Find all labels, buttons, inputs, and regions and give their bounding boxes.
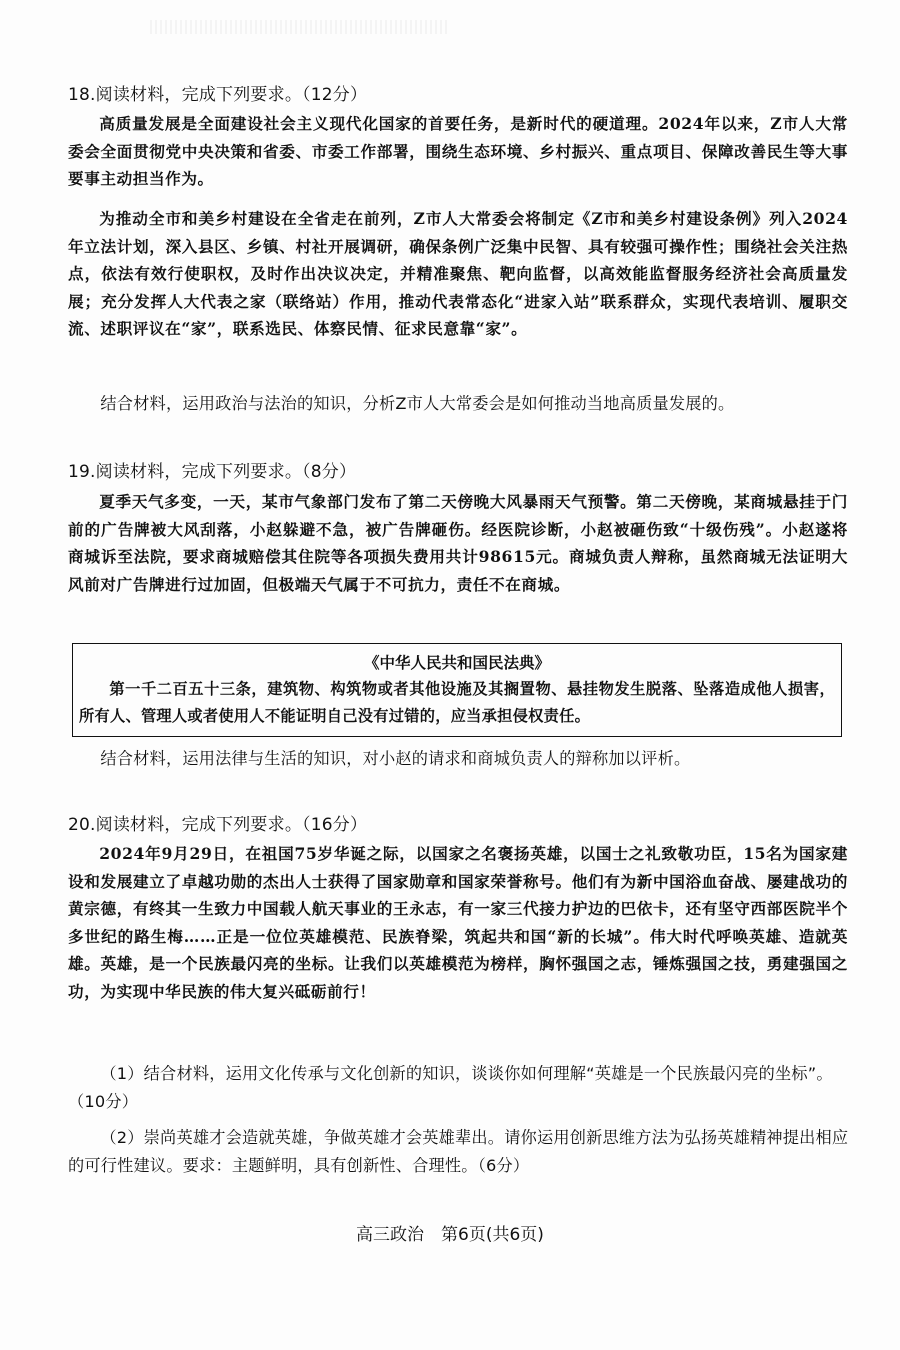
scan-artifact bbox=[150, 20, 450, 34]
question-19-prompt: 结合材料，运用法律与生活的知识，对小赵的请求和商城负责人的辩称加以评析。 bbox=[100, 749, 691, 768]
question-20-sub-prompt-1: （1）结合材料，运用文化传承与文化创新的知识，谈谈你如何理解“英雄是一个民族最闪亮的坐标”。（10分） bbox=[68, 1064, 833, 1111]
question-20-title: 20.阅读材料，完成下列要求。（16分） bbox=[68, 815, 368, 835]
question-18-material-paragraph-1: 高质量发展是全面建设社会主义现代化国家的首要任务，是新时代的硬道理。2024年以来，Z市人大常委会全面贯彻党中央决策和省委、市委工作部署，围绕生态环境、乡村振兴、重点项目、保障改善民生等大事要事主动担当作为。 bbox=[68, 114, 848, 188]
question-18-material-paragraph-2: 为推动全市和美乡村建设在全省走在前列，Z市人大常委会将制定《Z市和美乡村建设条例》列入2024年立法计划，深入县区、乡镇、村社开展调研，确保条例广泛集中民智、具有较强可操作性；围绕社会关注热点，依法有效行使职权，及时作出决议决定，并精准聚焦、靶向监督，以高效能监督服务经济社会高质量发展；充分发挥人大代表之家（联络站）作用，推动代表常态化“进家入站”联系群众，实现代表培训、履职交流、述职评议在“家”，联系选民、体察民情、征求民意靠“家”。 bbox=[68, 209, 848, 338]
question-19-title: 19.阅读材料，完成下列要求。（8分） bbox=[68, 462, 357, 482]
question-18-prompt: 结合材料，运用政治与法治的知识，分析Z市人大常委会是如何推动当地高质量发展的。 bbox=[100, 394, 735, 413]
question-20-sub-prompt-2: （2）崇尚英雄才会造就英雄，争做英雄才会英雄辈出。请你运用创新思维方法为弘扬英雄精神提出相应的可行性建议。要求：主题鲜明，具有创新性、合理性。（6分） bbox=[68, 1128, 849, 1175]
civil-code-article: 第一千二百五十三条，建筑物、构筑物或者其他设施及其搁置物、悬挂物发生脱落、坠落造成他人损害，所有人、管理人或者使用人不能证明自己没有过错的，应当承担侵权责任。 bbox=[79, 680, 835, 725]
page-footer: 高三政治 第6页(共6页) bbox=[356, 1225, 544, 1245]
question-20-material-paragraph: 2024年9月29日，在祖国75岁华诞之际，以国家之名褒扬英雄，以国士之礼致敬功臣，15名为国家建设和发展建立了卓越功勋的杰出人士获得了国家勋章和国家荣誉称号。他们有为新中国浴血奋战、屡建战功的黄宗德，有终其一生致力中国载人航天事业的王永志，有一家三代接力护边的巴依卡，还有坚守西部医院半个多世纪的路生梅……正是一位位英雄模范、民族脊梁，筑起共和国“新的长城”。伟大时代呼唤英雄、造就英雄。英雄，是一个民族最闪亮的坐标。让我们以英雄模范为榜样，胸怀强国之志，锤炼强国之技，勇建强国之功，为实现中华民族的伟大复兴砥砺前行！ bbox=[68, 844, 848, 1001]
civil-code-excerpt-box bbox=[72, 643, 842, 737]
question-18-title: 18.阅读材料，完成下列要求。（12分） bbox=[68, 85, 368, 105]
civil-code-title: 《中华人民共和国民法典》 bbox=[363, 653, 550, 672]
question-19-material-paragraph: 夏季天气多变，一天，某市气象部门发布了第二天傍晚大风暴雨天气预警。第二天傍晚，某商城悬挂于门前的广告牌被大风刮落，小赵躲避不急，被广告牌砸伤。经医院诊断，小赵被砸伤致“十级伤残”。小赵遂将商城诉至法院，要求商城赔偿其住院等各项损失费用共计98615元。商城负责人辩称，虽然商城无法证明大风前对广告牌进行过加固，但极端天气属于不可抗力，责任不在商城。 bbox=[68, 492, 848, 594]
